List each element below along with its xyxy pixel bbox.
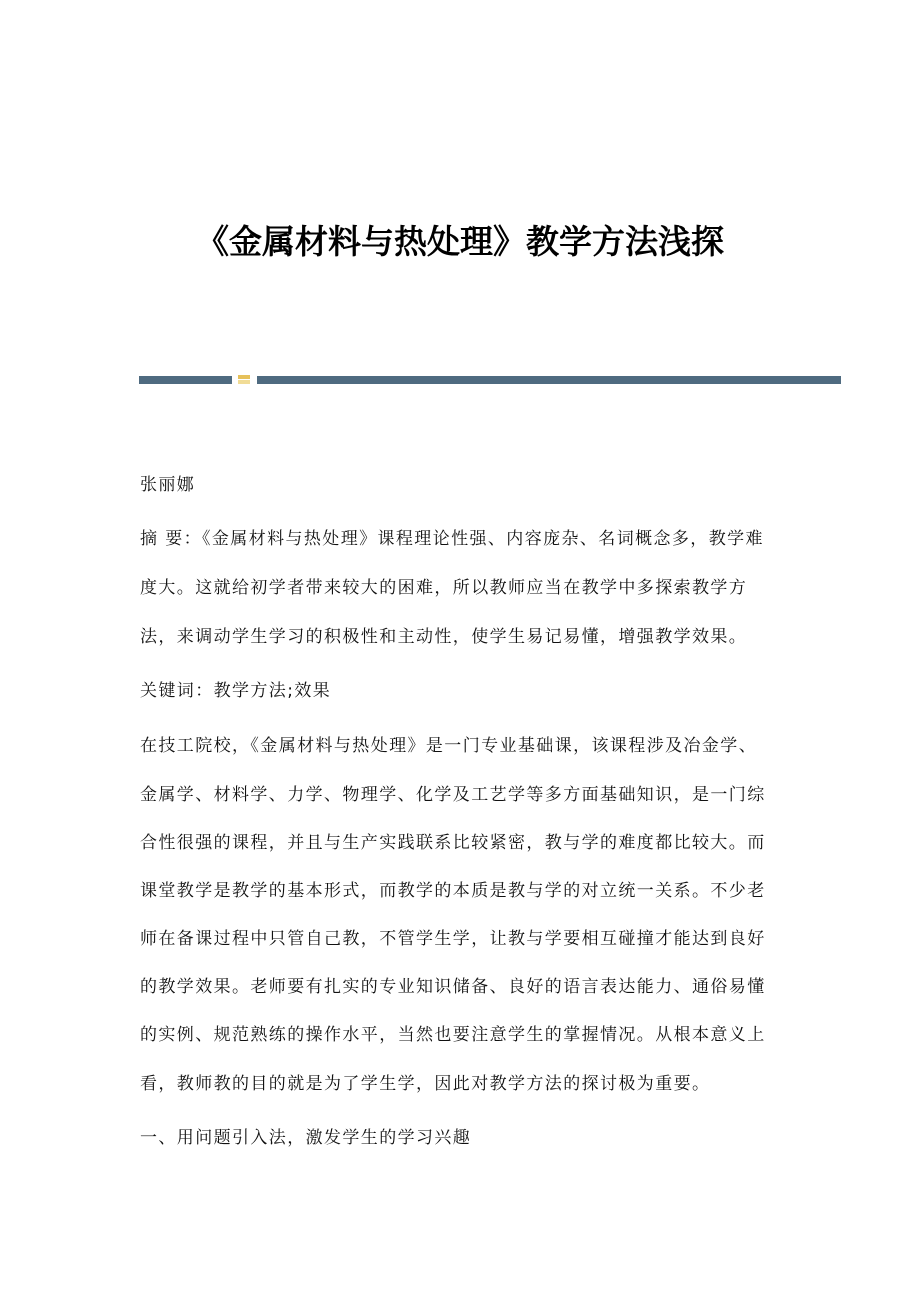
divider-bar-right <box>257 376 841 384</box>
abstract-line: 摘 要：《金属材料与热处理》课程理论性强、内容庞杂、名词概念多，教学难 <box>140 529 764 549</box>
body-paragraph-line: 的实例、规范熟练的操作水平，当然也要注意学生的掌握情况。从根本意义上 <box>140 1025 766 1045</box>
abstract-line: 度大。这就给初学者带来较大的困难，所以教师应当在教学中多探索教学方 <box>140 578 748 598</box>
body-paragraph-line: 金属学、材料学、力学、物理学、化学及工艺学等多方面基础知识，是一门综 <box>140 785 766 805</box>
body-paragraph-line: 看，教师教的目的就是为了学生学，因此对教学方法的探讨极为重要。 <box>140 1074 711 1094</box>
body-paragraph-line: 的教学效果。老师要有扎实的专业知识储备、良好的语言表达能力、通俗易懂 <box>140 977 766 997</box>
keywords-line: 关键词：教学方法;效果 <box>140 681 332 701</box>
body-paragraph-line: 师在备课过程中只管自己教，不管学生学，让教与学要相互碰撞才能达到良好 <box>140 929 766 949</box>
author-name: 张丽娜 <box>140 475 196 495</box>
document-title: 《金属材料与热处理》教学方法浅探 <box>196 222 724 261</box>
body-paragraph-line: 合性很强的课程，并且与生产实践联系比较紧密，教与学的难度都比较大。而 <box>140 833 766 853</box>
section-heading: 一、用问题引入法，激发学生的学习兴趣 <box>140 1128 472 1148</box>
divider-ornament-icon <box>236 374 252 385</box>
title-divider <box>139 374 841 385</box>
body-paragraph-line: 课堂教学是教学的基本形式，而教学的本质是教与学的对立统一关系。不少老 <box>140 881 766 901</box>
abstract-line: 法，来调动学生学习的积极性和主动性，使学生易记易懂，增强教学效果。 <box>140 627 748 647</box>
body-paragraph-line: 在技工院校，《金属材料与热处理》是一门专业基础课，该课程涉及冶金学、 <box>140 736 758 756</box>
divider-bar-left <box>139 376 232 384</box>
